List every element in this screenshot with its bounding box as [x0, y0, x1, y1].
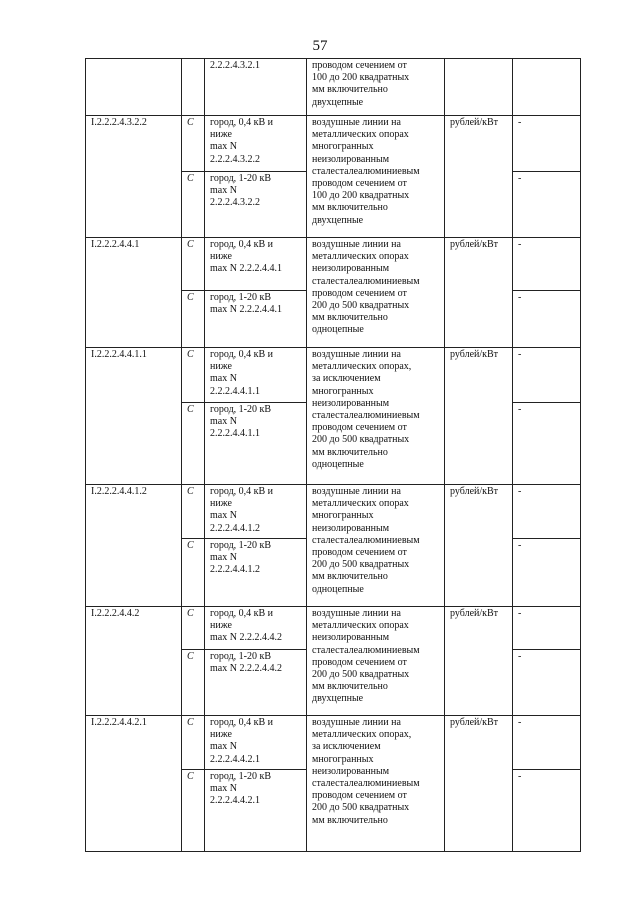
value-cell: - — [513, 650, 581, 716]
category-cell: C — [182, 116, 205, 172]
table-row — [86, 116, 581, 172]
value-cell: - — [513, 485, 581, 539]
description-cell: воздушные линии на металлических опорах многогранных неизолированным сталесталеалюминиевым проводом сечением от 200 до 500 квадратных мм включительно одноцепные — [307, 485, 445, 607]
value-cell: - — [513, 116, 581, 172]
group-cell: город, 1-20 кВ max N 2.2.2.4.4.1 — [205, 291, 307, 348]
value-cell: - — [513, 238, 581, 291]
unit-cell: рублей/кВт — [445, 238, 513, 348]
table-cell — [182, 59, 205, 116]
table-cell — [513, 59, 581, 116]
value-cell: - — [513, 291, 581, 348]
value-cell: - — [513, 348, 581, 403]
table-cell — [445, 59, 513, 116]
category-cell: C — [182, 348, 205, 403]
unit-cell: рублей/кВт — [445, 607, 513, 716]
table-row — [86, 716, 581, 770]
group-cell: город, 1-20 кВ max N 2.2.2.4.4.2 — [205, 650, 307, 716]
continuation-row — [86, 59, 581, 116]
category-cell: C — [182, 291, 205, 348]
unit-cell: рублей/кВт — [445, 485, 513, 607]
unit-cell: рублей/кВт — [445, 116, 513, 238]
table-row — [86, 238, 581, 291]
table-row — [86, 348, 581, 403]
value-cell: - — [513, 716, 581, 770]
category-cell: C — [182, 539, 205, 607]
item-code: I.2.2.2.4.4.1.1 — [86, 348, 182, 485]
item-code: I.2.2.2.4.4.2.1 — [86, 716, 182, 852]
description-cell: воздушные линии на металлических опорах многогранных неизолированным сталесталеалюминиевым проводом сечением от 100 до 200 квадратных мм включительно двухцепные — [307, 116, 445, 238]
group-cell: город, 1-20 кВ max N 2.2.2.4.3.2.2 — [205, 172, 307, 238]
category-cell: C — [182, 172, 205, 238]
group-cell: город, 0,4 кВ и ниже max N 2.2.2.4.4.2.1 — [205, 716, 307, 770]
description-cell: воздушные линии на металлических опорах неизолированным сталесталеалюминиевым проводом сечением от 200 до 500 квадратных мм включительно одноцепные — [307, 238, 445, 348]
item-code: I.2.2.2.4.4.1 — [86, 238, 182, 348]
group-cell: город, 1-20 кВ max N 2.2.2.4.4.1.1 — [205, 403, 307, 485]
description-cell: воздушные линии на металлических опорах, за исключением многогранных неизолированным сталесталеалюминиевым проводом сечением от 200 до 500 квадратных мм включительно — [307, 716, 445, 852]
unit-cell: рублей/кВт — [445, 716, 513, 852]
continuation-group: 2.2.2.4.3.2.1 — [205, 59, 307, 116]
group-cell: город, 1-20 кВ max N 2.2.2.4.4.2.1 — [205, 770, 307, 852]
unit-cell: рублей/кВт — [445, 348, 513, 485]
group-cell: город, 0,4 кВ и ниже max N 2.2.2.4.3.2.2 — [205, 116, 307, 172]
category-cell: C — [182, 238, 205, 291]
category-cell: C — [182, 607, 205, 650]
table-row — [86, 607, 581, 650]
item-code: I.2.2.2.4.4.1.2 — [86, 485, 182, 607]
continuation-description: проводом сечением от 100 до 200 квадратных мм включительно двухцепные — [307, 59, 445, 116]
description-cell: воздушные линии на металлических опорах, за исключением многогранных неизолированным сталесталеалюминиевым проводом сечением от 200 до 500 квадратных мм включительно одноцепные — [307, 348, 445, 485]
value-cell: - — [513, 403, 581, 485]
page-number: 57 — [312, 38, 328, 54]
description-cell: воздушные линии на металлических опорах неизолированным сталесталеалюминиевым проводом сечением от 200 до 500 квадратных мм включительно двухцепные — [307, 607, 445, 716]
value-cell: - — [513, 770, 581, 852]
group-cell: город, 0,4 кВ и ниже max N 2.2.2.4.4.1.1 — [205, 348, 307, 403]
item-code: I.2.2.2.4.3.2.2 — [86, 116, 182, 238]
group-cell: город, 0,4 кВ и ниже max N 2.2.2.4.4.2 — [205, 607, 307, 650]
category-cell: C — [182, 403, 205, 485]
category-cell: C — [182, 650, 205, 716]
table-cell — [86, 59, 182, 116]
group-cell: город, 0,4 кВ и ниже max N 2.2.2.4.4.1 — [205, 238, 307, 291]
tariff-table — [85, 58, 581, 852]
category-cell: C — [182, 716, 205, 770]
category-cell: C — [182, 770, 205, 852]
group-cell: город, 0,4 кВ и ниже max N 2.2.2.4.4.1.2 — [205, 485, 307, 539]
category-cell: C — [182, 485, 205, 539]
value-cell: - — [513, 172, 581, 238]
table-row — [86, 485, 581, 539]
item-code: I.2.2.2.4.4.2 — [86, 607, 182, 716]
value-cell: - — [513, 607, 581, 650]
group-cell: город, 1-20 кВ max N 2.2.2.4.4.1.2 — [205, 539, 307, 607]
value-cell: - — [513, 539, 581, 607]
